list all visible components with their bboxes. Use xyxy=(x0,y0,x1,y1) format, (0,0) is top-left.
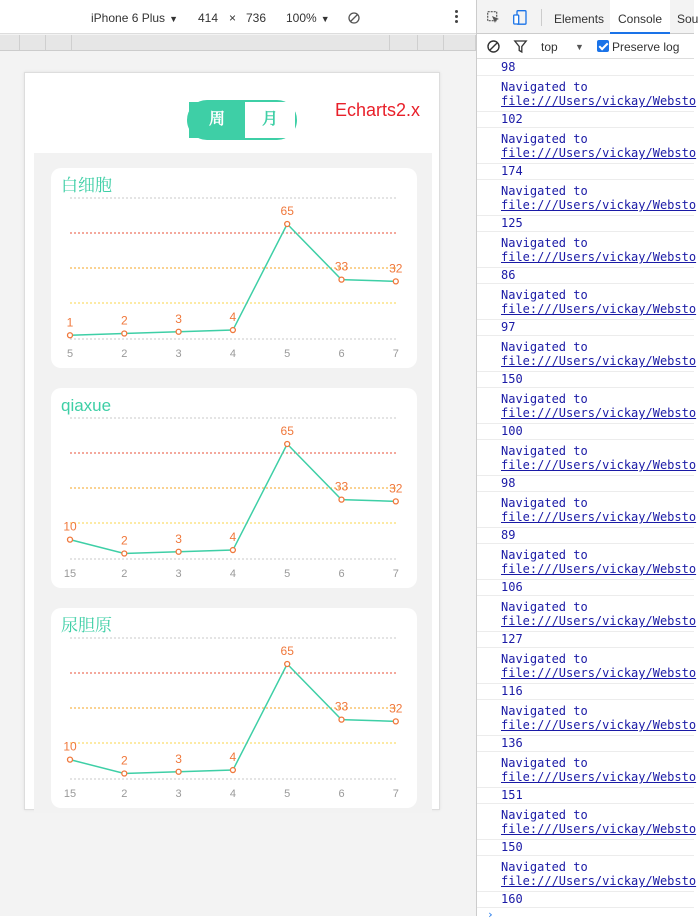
navigation-link[interactable]: file:///Users/vickay/Websto xyxy=(501,406,697,420)
navigation-text: Navigated to xyxy=(501,600,588,614)
data-point xyxy=(122,551,127,556)
log-value: 106 xyxy=(477,580,694,596)
log-navigation-message xyxy=(477,180,697,216)
data-point xyxy=(230,768,235,773)
caret-down-icon: ▼ xyxy=(320,14,330,24)
chart-card xyxy=(51,388,417,588)
x-tick-label: 5 xyxy=(284,348,291,360)
line-chart xyxy=(51,608,417,808)
log-value: 89 xyxy=(477,528,694,544)
chart-title: qiaxue xyxy=(61,396,112,415)
value-label: 3 xyxy=(175,311,182,326)
value-label: 4 xyxy=(229,750,237,765)
context-select[interactable]: top xyxy=(541,40,558,54)
week-toggle-button[interactable]: 周 xyxy=(189,102,245,138)
data-point xyxy=(176,549,181,554)
log-navigation-message xyxy=(477,76,697,112)
x-tick-label: 3 xyxy=(175,568,182,580)
log-navigation-message xyxy=(477,544,697,580)
log-navigation-message xyxy=(477,856,697,892)
value-label: 65 xyxy=(280,644,294,658)
data-point xyxy=(230,548,235,553)
log-value: 160 xyxy=(477,892,694,908)
period-toggle xyxy=(187,100,297,140)
chart-list xyxy=(34,153,432,813)
console-log xyxy=(477,60,697,921)
zoom-value: 100% xyxy=(286,11,317,25)
log-navigation-message xyxy=(477,440,697,476)
value-label: 2 xyxy=(120,753,128,768)
x-tick-label: 7 xyxy=(392,788,399,800)
data-point xyxy=(285,442,290,447)
navigation-link[interactable]: file:///Users/vickay/Websto xyxy=(501,458,697,472)
navigation-text: Navigated to xyxy=(501,704,588,718)
data-point xyxy=(122,331,127,336)
x-tick-label: 15 xyxy=(63,788,77,800)
data-point xyxy=(393,279,398,284)
value-label: 3 xyxy=(175,751,182,766)
data-point xyxy=(285,222,290,227)
navigation-text: Navigated to xyxy=(501,80,588,94)
log-navigation-message xyxy=(477,596,697,632)
log-value: 136 xyxy=(477,736,694,752)
navigation-link[interactable]: file:///Users/vickay/Websto xyxy=(501,146,697,160)
rotate-icon[interactable] xyxy=(348,12,360,24)
navigation-text: Navigated to xyxy=(501,236,588,250)
x-tick-label: 3 xyxy=(175,788,182,800)
log-value: 151 xyxy=(477,788,694,804)
log-value: 116 xyxy=(477,684,694,700)
value-label: 4 xyxy=(229,310,237,325)
month-toggle-button[interactable]: 月 xyxy=(245,102,295,138)
navigation-text: Navigated to xyxy=(501,860,588,874)
x-tick-label: 2 xyxy=(121,788,128,800)
log-navigation-message xyxy=(477,128,697,164)
chart-card xyxy=(51,608,417,808)
console-toolbar xyxy=(477,35,694,59)
device-toolbar xyxy=(0,0,476,34)
log-value: 150 xyxy=(477,840,694,856)
caret-down-icon[interactable]: ▼ xyxy=(575,42,584,52)
data-point xyxy=(68,537,73,542)
console-prompt[interactable]: › xyxy=(487,908,494,921)
data-point xyxy=(339,277,344,282)
x-tick-label: 15 xyxy=(63,568,77,580)
tab-console[interactable]: Console xyxy=(610,0,670,34)
log-navigation-message xyxy=(477,648,697,684)
x-tick-label: 5 xyxy=(66,348,74,360)
x-tick-label: 2 xyxy=(121,348,128,360)
x-tick-label: 5 xyxy=(284,788,291,800)
navigation-link[interactable]: file:///Users/vickay/Websto xyxy=(501,666,697,680)
navigation-text: Navigated to xyxy=(501,184,588,198)
devtools-panel xyxy=(476,0,698,921)
x-tick-label: 4 xyxy=(229,788,236,800)
log-value: 98 xyxy=(477,476,694,492)
data-point xyxy=(176,769,181,774)
chart-title: 白细胞 xyxy=(61,176,112,195)
log-navigation-message xyxy=(477,284,697,320)
data-point xyxy=(393,499,398,504)
log-value: 125 xyxy=(477,216,694,232)
log-value: 127 xyxy=(477,632,694,648)
log-navigation-message xyxy=(477,336,697,372)
x-tick-label: 4 xyxy=(229,348,236,360)
value-label: 32 xyxy=(389,261,403,276)
navigation-text: Navigated to xyxy=(501,808,588,822)
device-select[interactable] xyxy=(91,11,178,26)
navigation-text: Navigated to xyxy=(501,132,588,146)
navigation-text: Navigated to xyxy=(501,288,588,302)
value-label: 65 xyxy=(280,424,294,438)
line-chart xyxy=(51,388,417,588)
data-point xyxy=(122,771,127,776)
log-value: 86 xyxy=(477,268,694,284)
more-options-icon[interactable] xyxy=(455,10,459,24)
preserve-log-label: Preserve log xyxy=(612,40,680,54)
clear-console-icon[interactable] xyxy=(487,40,500,53)
navigation-link[interactable]: file:///Users/vickay/Websto xyxy=(501,510,697,524)
value-label: 10 xyxy=(63,519,77,534)
navigation-text: Navigated to xyxy=(501,756,588,770)
log-navigation-message xyxy=(477,804,697,840)
navigation-link[interactable]: file:///Users/vickay/Websto xyxy=(501,770,697,784)
navigation-link[interactable]: file:///Users/vickay/Websto xyxy=(501,822,697,836)
value-label: 32 xyxy=(389,481,403,496)
dimension-separator: × xyxy=(229,11,237,25)
x-tick-label: 6 xyxy=(338,348,345,360)
navigation-text: Navigated to xyxy=(501,496,588,510)
x-tick-label: 6 xyxy=(338,568,345,580)
value-label: 3 xyxy=(175,531,182,546)
brand-label: Echarts2.x xyxy=(335,100,421,120)
data-point xyxy=(230,328,235,333)
value-label: 33 xyxy=(334,699,349,714)
navigation-link[interactable]: file:///Users/vickay/Websto xyxy=(501,562,697,576)
device-name: iPhone 6 Plus xyxy=(91,11,166,25)
value-label: 33 xyxy=(334,479,349,494)
tab-sources[interactable]: Sou xyxy=(677,12,698,26)
log-value: 102 xyxy=(477,112,694,128)
preserve-log-checkbox[interactable] xyxy=(597,40,609,52)
navigation-link[interactable]: file:///Users/vickay/Websto xyxy=(501,302,697,316)
chart-card xyxy=(51,168,417,368)
log-navigation-message xyxy=(477,388,697,424)
value-label: 2 xyxy=(120,533,128,548)
x-tick-label: 6 xyxy=(338,788,345,800)
navigation-link[interactable]: file:///Users/vickay/Websto xyxy=(501,354,697,368)
log-value: 97 xyxy=(477,320,694,336)
device-viewport xyxy=(24,72,440,810)
x-tick-label: 7 xyxy=(392,348,399,360)
navigation-link[interactable]: file:///Users/vickay/Websto xyxy=(501,250,697,264)
line-chart xyxy=(51,168,417,368)
data-point xyxy=(68,333,73,338)
chart-title: 尿胆原 xyxy=(61,616,112,635)
data-point xyxy=(285,662,290,667)
value-label: 4 xyxy=(229,530,237,545)
log-navigation-message xyxy=(477,700,697,736)
inspect-element-icon[interactable] xyxy=(487,11,500,24)
filter-icon[interactable] xyxy=(514,40,527,53)
log-navigation-message xyxy=(477,752,697,788)
media-query-bar[interactable] xyxy=(0,35,476,51)
data-point xyxy=(176,329,181,334)
log-value: 150 xyxy=(477,372,694,388)
tab-elements[interactable]: Elements xyxy=(554,12,605,26)
navigation-link[interactable]: file:///Users/vickay/Websto xyxy=(501,614,697,628)
navigation-text: Navigated to xyxy=(501,444,588,458)
data-point xyxy=(339,717,344,722)
value-label: 65 xyxy=(280,204,294,218)
x-tick-label: 2 xyxy=(121,568,128,580)
value-label: 32 xyxy=(389,701,403,716)
height-input[interactable]: 736 xyxy=(246,11,267,25)
log-value: 100 xyxy=(477,424,694,440)
navigation-link[interactable]: file:///Users/vickay/Websto xyxy=(501,94,697,108)
width-input[interactable]: 414 xyxy=(198,11,219,25)
navigation-text: Navigated to xyxy=(501,392,588,406)
x-tick-label: 3 xyxy=(175,348,182,360)
value-label: 2 xyxy=(120,313,128,328)
devtools-tabbar xyxy=(477,0,698,34)
navigation-text: Navigated to xyxy=(501,548,588,562)
navigation-link[interactable]: file:///Users/vickay/Websto xyxy=(501,198,697,212)
log-value: 174 xyxy=(477,164,694,180)
navigation-text: Navigated to xyxy=(501,652,588,666)
x-tick-label: 4 xyxy=(229,568,236,580)
value-label: 33 xyxy=(334,259,349,274)
value-label: 10 xyxy=(63,739,77,754)
log-value: 98 xyxy=(477,60,694,76)
navigation-link[interactable]: file:///Users/vickay/Websto xyxy=(501,718,697,732)
data-point xyxy=(393,719,398,724)
log-navigation-message xyxy=(477,492,697,528)
device-toolbar-icon[interactable] xyxy=(513,10,527,25)
x-tick-label: 7 xyxy=(392,568,399,580)
value-label: 1 xyxy=(66,315,74,330)
caret-down-icon: ▼ xyxy=(169,14,178,24)
data-point xyxy=(339,497,344,502)
navigation-text: Navigated to xyxy=(501,340,588,354)
log-navigation-message xyxy=(477,232,697,268)
data-point xyxy=(68,757,73,762)
navigation-link[interactable]: file:///Users/vickay/Websto xyxy=(501,874,697,888)
zoom-select[interactable] xyxy=(286,11,330,26)
x-tick-label: 5 xyxy=(284,568,291,580)
